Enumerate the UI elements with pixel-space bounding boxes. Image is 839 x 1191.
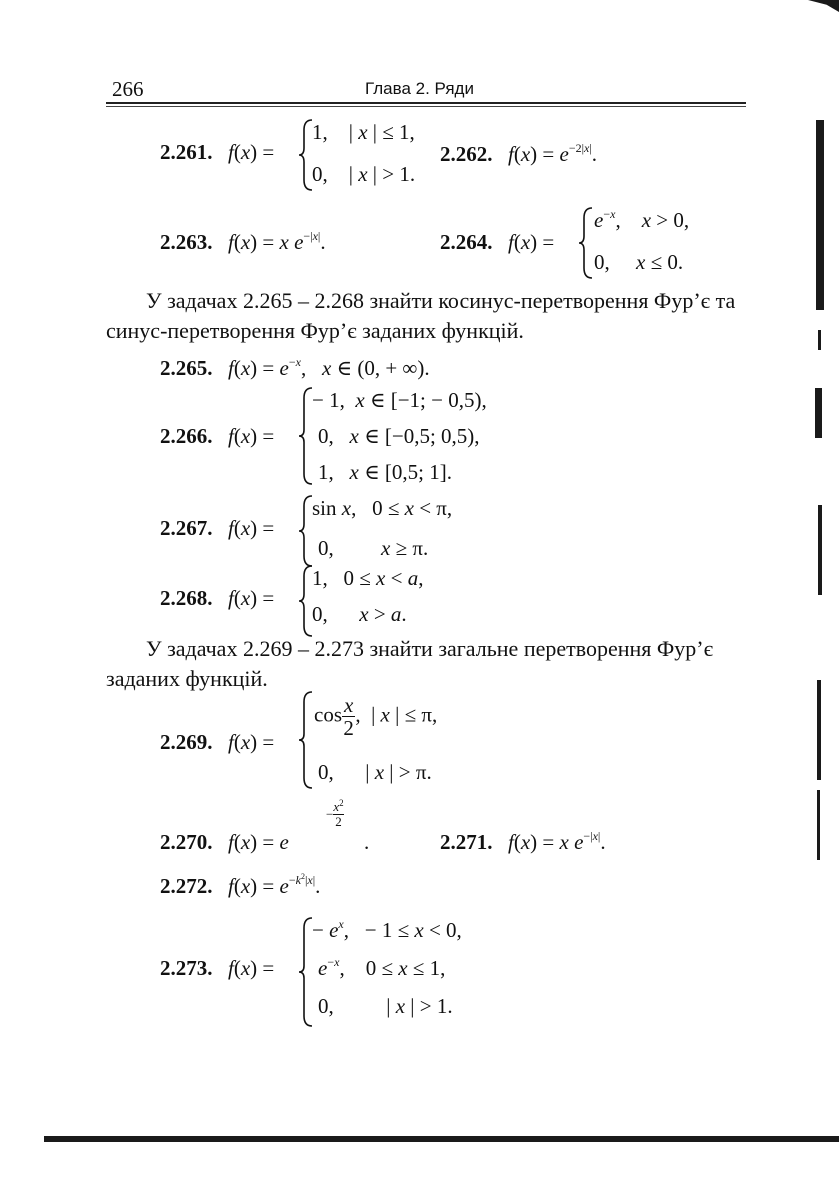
problem-2-267-lhs: f(x) = xyxy=(228,516,275,540)
scan-artifact-edge-1 xyxy=(816,120,824,310)
problem-2-272-label: 2.272. xyxy=(160,874,213,898)
problem-2-267-label: 2.267. xyxy=(160,516,213,540)
header-rule-thin xyxy=(106,106,746,107)
problem-2-264-lhs: f(x) = xyxy=(508,230,555,254)
problem-2-268-lhs: f(x) = xyxy=(228,586,275,610)
problem-2-261-lhs: f(x) = xyxy=(228,140,275,164)
problem-2-262-label: 2.262. xyxy=(440,142,493,166)
case-2-273-b: $e^{-x}$, 0 ≤ x ≤ 1, xyxy=(318,955,446,980)
scan-artifact-bottom-bar xyxy=(44,1136,839,1142)
scan-artifact-edge-5 xyxy=(817,680,821,780)
problem-2-262-expr: $f(x) = e^{-2|x|}$. xyxy=(508,141,597,166)
problem-2-265-expr: $f(x) = e^{-x}$, x ∈ (0, + ∞). xyxy=(228,355,430,380)
case-2-269-a: cos $\frac{x}{2}$ , | x | ≤ π, xyxy=(314,693,438,740)
problem-2-268-label: 2.268. xyxy=(160,586,213,610)
problem-2-270-label: 2.270. xyxy=(160,830,213,854)
problem-2-272-expr: $f(x) = e^{-k^2|x|}$. xyxy=(228,872,321,898)
paragraph-1: У задачах 2.265 – 2.268 знайти косинус-перетворення Фур’є та синус-перетворення Фур’є заданих функцій. xyxy=(106,288,736,343)
case-2-261-b: 0, | x | > 1. xyxy=(312,162,416,186)
case-2-264-a: $e^{-x}$, x > 0, xyxy=(594,207,690,232)
problem-2-269-label: 2.269. xyxy=(160,730,213,754)
problem-2-270-exponent: − $\frac{x^2}{2}$ xyxy=(326,798,344,829)
case-2-267-b: 0, x ≥ π. xyxy=(318,536,429,560)
problem-2-270-expr: f(x) = e xyxy=(228,830,289,854)
problem-2-263-expr: f(x) = x $e^{-|x|}$. xyxy=(228,229,326,254)
case-2-273-c: 0, | x | > 1. xyxy=(318,994,453,1018)
case-2-273-a: − $e^x$, − 1 ≤ x < 0, xyxy=(312,917,462,942)
scan-artifact-edge-4 xyxy=(818,505,822,595)
scan-artifact-edge-2 xyxy=(818,330,821,350)
problem-2-266-label: 2.266. xyxy=(160,424,213,448)
problem-2-263-label: 2.263. xyxy=(160,230,213,254)
problem-2-264-label: 2.264. xyxy=(440,230,493,254)
problem-2-266-lhs: f(x) = xyxy=(228,424,275,448)
case-2-264-b: 0, x ≤ 0. xyxy=(594,250,684,274)
scan-artifact-corner xyxy=(808,0,839,12)
problem-2-273-lhs: f(x) = xyxy=(228,956,275,980)
problem-2-269-lhs: f(x) = xyxy=(228,730,275,754)
case-2-269-b: 0, | x | > π. xyxy=(318,760,432,784)
chapter-title: Глава 2. Ряди xyxy=(365,79,474,98)
problem-2-261-label: 2.261. xyxy=(160,140,213,164)
problem-2-273-label: 2.273. xyxy=(160,956,213,980)
case-2-266-c: 1, x ∈ [0,5; 1]. xyxy=(318,460,452,484)
problem-2-271-expr: f(x) = x $e^{-|x|}$. xyxy=(508,829,606,854)
paragraph-2: У задачах 2.269 – 2.273 знайти загальне перетворення Фур’є заданих функцій. xyxy=(106,636,714,691)
case-2-268-b: 0, x > a. xyxy=(312,602,407,626)
problem-2-270-dot: . xyxy=(364,830,370,854)
case-2-267-a: sin x, 0 ≤ x < π, xyxy=(312,496,453,520)
scan-artifact-edge-3 xyxy=(815,388,822,438)
case-2-268-a: 1, 0 ≤ x < a, xyxy=(312,566,424,590)
problem-2-265-label: 2.265. xyxy=(160,356,213,380)
case-2-266-b: 0, x ∈ [−0,5; 0,5), xyxy=(318,424,480,448)
scan-artifact-edge-6 xyxy=(817,790,820,860)
problem-2-271-label: 2.271. xyxy=(440,830,493,854)
page-number: 266 xyxy=(112,77,144,101)
case-2-261-a: 1, | x | ≤ 1, xyxy=(312,120,415,144)
case-2-266-a: − 1, x ∈ [−1; − 0,5), xyxy=(312,388,487,412)
header-rule xyxy=(106,102,746,104)
